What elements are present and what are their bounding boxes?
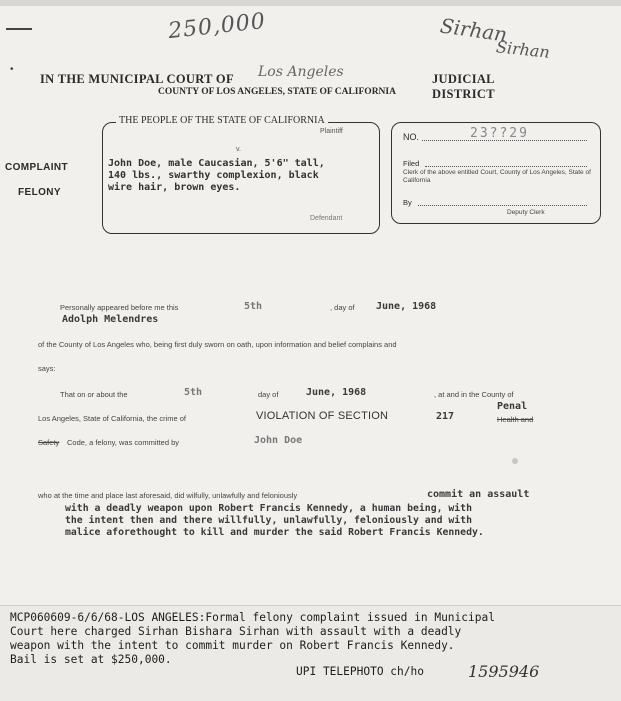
- complainant-name: Adolph Melendres: [62, 314, 159, 325]
- handwritten-name: Sirhan: [438, 13, 509, 47]
- handwritten-court-city: Los Angeles: [258, 64, 344, 80]
- says-text: says:: [38, 364, 56, 373]
- paper-speck: [512, 458, 518, 464]
- day-of-text-second: day of: [258, 390, 279, 399]
- photo-number: 1595946: [468, 662, 540, 681]
- filed-label: Filed: [403, 159, 420, 168]
- complaint-label: COMPLAINT: [5, 162, 69, 173]
- photo-caption: MCP060609-6/6/68-LOS ANGELES:Formal felony complaint issued in Municipal Court here charged Sirhan Bishara Sirhan with assault with a deadly weapon with the intent to commit murder on Robert Francis Kennedy. Bail is set at $250,000.: [10, 611, 495, 666]
- code-felony-text: Code, a felony, was committed by: [67, 438, 179, 447]
- defendant-description: John Doe, male Caucasian, 5'6" tall, 140 lbs., swarthy complexion, black wire hair, brown eyes.: [108, 158, 325, 193]
- case-number-value: 23??29: [470, 126, 529, 141]
- margin-mark: [6, 28, 32, 40]
- felony-label: FELONY: [18, 187, 61, 198]
- clerk-note: Clerk of the above entitled Court, County of Los Angeles, State of California: [403, 169, 591, 184]
- top-edge: [0, 0, 621, 6]
- day-of-text: , day of: [330, 303, 355, 312]
- handwritten-name-second: Sirhan: [495, 37, 551, 62]
- court-prefix: IN THE MUNICIPAL COURT OF: [40, 72, 234, 86]
- case-number-line: [422, 140, 587, 141]
- county-line: COUNTY OF LOS ANGELES, STATE OF CALIFORNIA: [158, 87, 396, 97]
- penal-typed: Penal: [497, 401, 528, 412]
- defendant-label: Defendant: [310, 215, 343, 222]
- violation-of-section: VIOLATION OF SECTION: [256, 410, 389, 422]
- county-oath-text: of the County of Los Angeles who, being first duly sworn on oath, upon information and belief complains and: [38, 340, 397, 349]
- by-line: [418, 205, 587, 206]
- section-number: 217: [436, 411, 455, 422]
- personally-appeared-text: Personally appeared before me this: [60, 303, 179, 312]
- who-at-text: who at the time and place last aforesaid, did wilfully, unlawfully and feloniously: [38, 491, 298, 500]
- handwritten-amount: 250,000: [166, 8, 268, 45]
- versus-label: v.: [236, 146, 241, 153]
- people-label: THE PEOPLE OF THE STATE OF CALIFORNIA: [116, 115, 328, 126]
- margin-dot: •: [10, 64, 14, 75]
- district-label: JUDICIAL DISTRICT: [432, 72, 495, 101]
- month-year-typed-second: June, 1968: [306, 387, 367, 398]
- plaintiff-label: Plaintiff: [320, 128, 343, 135]
- struck-health-and: Health and: [497, 415, 534, 424]
- case-number-label: NO.: [403, 132, 420, 142]
- charge-text: with a deadly weapon upon Robert Francis Kennedy, a human being, with the intent then and there willfully, unlawfully, feloniously and with malice aforethought to kill and murder the said Robert Francis Kennedy.: [65, 503, 484, 538]
- struck-safety: Safety: [38, 438, 60, 447]
- commit-typed: commit an assault: [427, 489, 530, 500]
- month-year-typed: June, 1968: [376, 301, 437, 312]
- day-typed: 5th: [244, 301, 263, 312]
- committed-by-typed: John Doe: [254, 435, 303, 446]
- at-in-county-text: , at and in the County of: [434, 390, 514, 399]
- filed-line: [425, 166, 587, 167]
- day-typed-second: 5th: [184, 387, 203, 398]
- deputy-clerk-label: Deputy Clerk: [507, 209, 545, 216]
- that-on-text: That on or about the: [60, 390, 128, 399]
- by-label: By: [403, 198, 412, 207]
- photo-credit: UPI TELEPHOTO ch/ho: [296, 665, 424, 678]
- los-angeles-text: Los Angeles, State of California, the crime of: [38, 414, 186, 423]
